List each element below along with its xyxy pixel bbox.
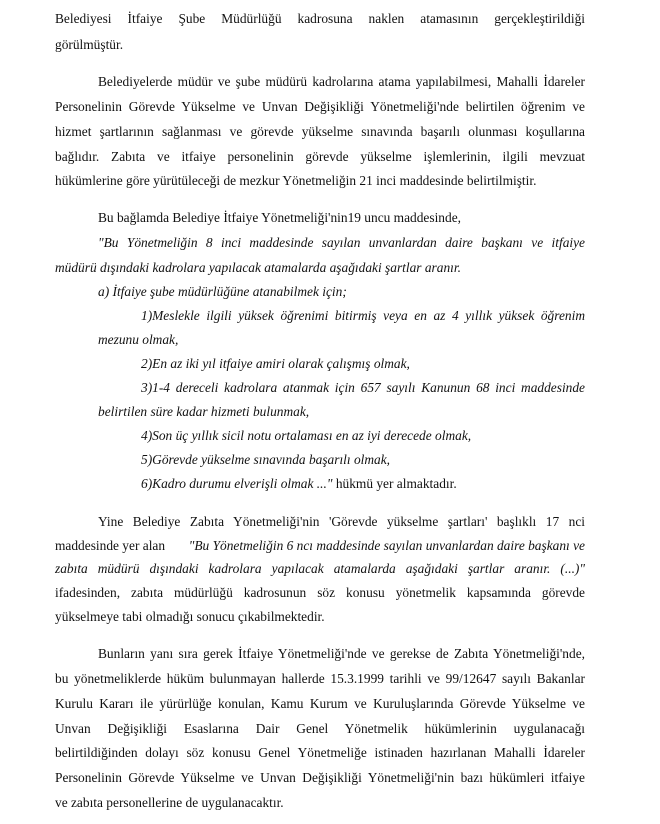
paragraph-2-line-5: hükümlerine göre yürütüleceği de mezkur Yönetmeliğin 21 inci maddesinde belirtilmiştir.	[55, 173, 537, 188]
paragraph-4-line-4: ifadesinden, zabıta müdürlüğü kadrosunun söz konusu yönetmelik kapsamında görevde	[55, 585, 585, 600]
paragraph-2-line-3: hizmet şartlarının sağlanması ve görevde yükselme sınavında başarılı olunması koşullarına	[55, 124, 585, 139]
item-6-line	[141, 476, 457, 492]
paragraph-4-line-1: Yine Belediye Zabıta Yönetmeliği'nin 'Görevde yükselme şartları' başlıklı 17 nci	[98, 514, 585, 529]
item-a: a) İtfaiye şube müdürlüğüne atanabilmek için;	[98, 284, 347, 299]
item-3-line-1: 3)1-4 dereceli kadrolara atanmak için 657 sayılı Kanunun 68 inci maddesinde	[141, 380, 585, 395]
item-2: 2)En az iki yıl itfaiye amiri olarak çalışmış olmak,	[141, 356, 410, 371]
paragraph-5-line-4: Unvan Değişikliği Esaslarına Dair Genel Yönetmelik hükümlerinin uygulanacağı	[55, 721, 585, 736]
item-5: 5)Görevde yükselme sınavında başarılı olmak,	[141, 452, 391, 467]
paragraph-4-line-2	[55, 538, 585, 554]
paragraph-5-line-7: ve zabıta personellerine de uygulanacaktır.	[55, 795, 284, 810]
item-6-tail: hükmü yer almaktadır.	[332, 476, 457, 491]
paragraph-5-line-1: Bunların yanı sıra gerek İtfaiye Yönetmeliği'nde ve gerekse de Zabıta Yönetmeliği'nde,	[98, 646, 585, 661]
paragraph-2-line-4: bağlıdır. Zabıta ve itfaiye personelinin görevde yükselme işlemlerinin, ilgili mevzuat	[55, 149, 585, 164]
paragraph-4-line-2-italic: "Bu Yönetmeliğin 6 ncı maddesinde sayılan unvanlardan daire başkanı ve	[188, 538, 585, 553]
paragraph-2-line-2: Personelinin Görevde Yükselme ve Unvan Değişikliği Yönetmeliği'nde belirtilen öğrenim ve	[55, 99, 585, 114]
paragraph-4-line-2-plain: maddesinde yer alan	[55, 538, 169, 553]
paragraph-4-line-5: yükselmeye tabi olmadığı sonucu çıkabilmektedir.	[55, 609, 325, 624]
quote-line-1: "Bu Yönetmeliğin 8 inci maddesinde sayılan unvanlardan daire başkanı ve itfaiye	[98, 235, 585, 250]
item-3-line-2: belirtilen süre kadar hizmeti bulunmak,	[98, 404, 310, 419]
item-4: 4)Son üç yıllık sicil notu ortalaması en az iyi derecede olmak,	[141, 428, 472, 443]
quote-line-2: müdürü dışındaki kadrolara yapılacak atamalarda aşağıdaki şartlar aranır.	[55, 260, 461, 275]
paragraph-3-intro: Bu bağlamda Belediye İtfaiye Yönetmeliği'nin19 uncu maddesinde,	[98, 210, 461, 225]
paragraph-2-line-1: Belediyelerde müdür ve şube müdürü kadrolarına atama yapılabilmesi, Mahalli İdareler	[98, 74, 585, 89]
paragraph-5-line-2: bu yönetmeliklerde hüküm bulunmayan hallerde 15.3.1999 tarihli ve 99/12647 sayılı Bakanlar	[55, 671, 585, 686]
paragraph-5-line-6: Personelinin Görevde Yükselme ve Unvan Değişikliği Yönetmeliği'nin bazı hükümleri itfaiye	[55, 770, 585, 785]
item-1-line-1: 1)Meslekle ilgili yüksek öğrenimi bitirmiş veya en az 4 yıllık yüksek öğrenim	[141, 308, 585, 323]
paragraph-5-line-5: belirtildiğinden dolayı söz konusu Genel Yönetmeliğe istinaden hazırlanan Mahalli İdareler	[55, 745, 585, 760]
paragraph-5-line-3: Kurulu Kararı ile yürürlüğe konulan, Kamu Kurum ve Kuruluşlarında Görevde Yükselme ve	[55, 696, 585, 711]
paragraph-4-line-3: zabıta müdürü dışındaki kadrolara yapılacak atamalarda aşağıdaki şartlar aranır. (...)"	[55, 561, 585, 576]
paragraph-1-line-1: Belediyesi İtfaiye Şube Müdürlüğü kadrosuna naklen atamasının gerçekleştirildiği	[55, 11, 585, 26]
item-1-line-2: mezunu olmak,	[98, 332, 179, 347]
item-6-italic: 6)Kadro durumu elverişli olmak ..."	[141, 476, 333, 491]
paragraph-1-line-2: görülmüştür.	[55, 37, 124, 52]
